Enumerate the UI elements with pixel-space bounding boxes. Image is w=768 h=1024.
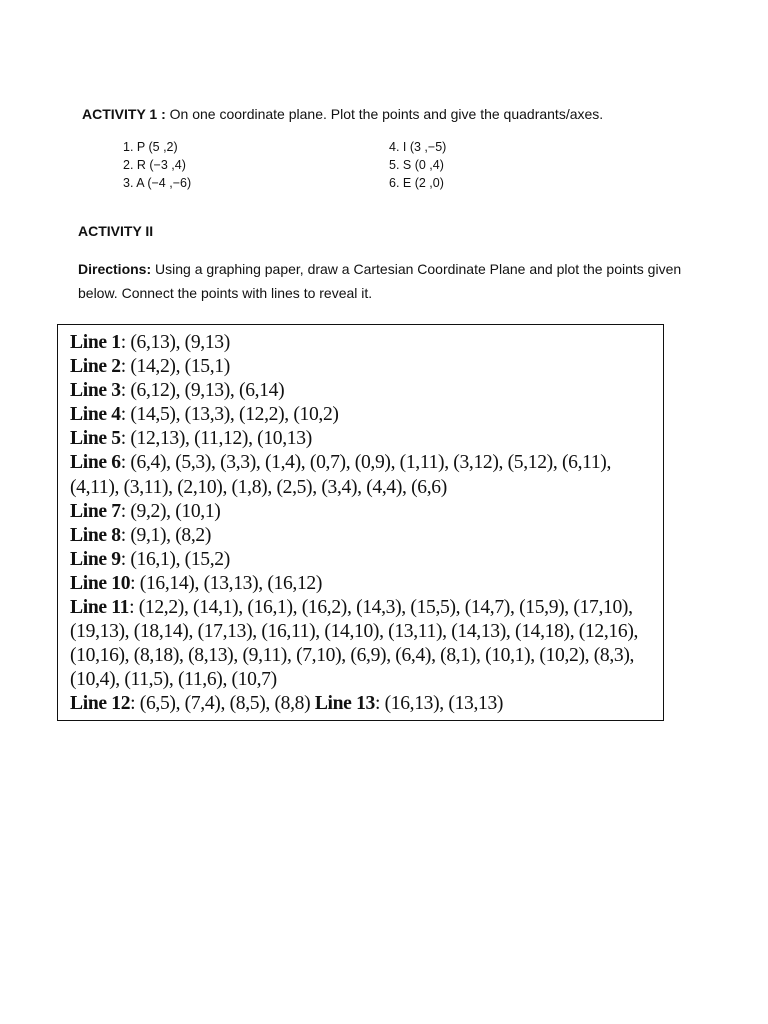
line-points: : (14,2), (15,1) bbox=[120, 356, 230, 378]
activity-2-directions bbox=[78, 257, 703, 305]
line-row bbox=[70, 403, 663, 427]
line-label: Line 9 bbox=[70, 548, 121, 570]
line-label: Line 11 bbox=[70, 597, 130, 619]
directions-label: Directions: bbox=[78, 261, 152, 277]
line-row-continued bbox=[70, 620, 663, 644]
activity-1-instruction bbox=[82, 104, 603, 124]
line-points: (10,16), (8,18), (8,13), (9,11), (7,10), (6,9), (6,4), (8,1), (10,1), (10,2), (8,3), bbox=[70, 645, 635, 667]
line-points: : (9,1), (8,2) bbox=[120, 524, 212, 546]
list-item: 5. S (0 ,4) bbox=[389, 158, 444, 172]
line-row bbox=[70, 451, 663, 475]
line-row-continued bbox=[70, 668, 663, 692]
line-points: : (12,2), (14,1), (16,1), (16,2), (14,3), (15,5), (14,7), (15,9), (17,10), bbox=[129, 597, 633, 619]
line-label: Line 3 bbox=[70, 380, 121, 402]
line-label: Line 10 bbox=[70, 572, 131, 594]
line-row bbox=[70, 355, 663, 379]
line-row bbox=[70, 427, 663, 451]
line-row bbox=[70, 331, 663, 355]
line-label: Line 13 bbox=[314, 693, 375, 715]
line-row-continued bbox=[70, 644, 663, 668]
line-label: Line 5 bbox=[70, 428, 121, 450]
line-points: (10,4), (11,5), (11,6), (10,7) bbox=[70, 669, 277, 691]
activity-2-title: ACTIVITY II bbox=[78, 223, 154, 239]
line-label: Line 12 bbox=[70, 693, 131, 715]
line-points: : (16,1), (15,2) bbox=[120, 548, 230, 570]
line-label: Line 8 bbox=[70, 524, 121, 546]
line-row-continued bbox=[70, 476, 663, 500]
line-row bbox=[70, 548, 663, 572]
line-points: : (6,12), (9,13), (6,14) bbox=[120, 380, 285, 402]
line-label: Line 7 bbox=[70, 500, 121, 522]
line-points: : (16,14), (13,13), (16,12) bbox=[130, 572, 323, 594]
activity-1-label: ACTIVITY 1 : bbox=[82, 106, 166, 122]
line-label: Line 6 bbox=[70, 452, 121, 474]
activity-1-text: On one coordinate plane. Plot the points and give the quadrants/axes. bbox=[165, 106, 604, 122]
line-points: : (12,13), (11,12), (10,13) bbox=[120, 428, 312, 450]
activity-1-list-right bbox=[389, 138, 446, 192]
line-row bbox=[70, 596, 663, 620]
line-row bbox=[70, 692, 663, 716]
line-points: : (6,13), (9,13) bbox=[120, 332, 230, 353]
line-points: (4,11), (3,11), (2,10), (1,8), (2,5), (3,4), (4,4), (6,6) bbox=[70, 476, 447, 498]
list-item: 4. I (3 ,−5) bbox=[389, 140, 447, 154]
directions-text: Using a graphing paper, draw a Cartesian Coordinate Plane and plot the points given below. Connect the points with lines to reveal it. bbox=[78, 261, 682, 301]
line-row bbox=[70, 572, 663, 596]
line-row bbox=[70, 500, 663, 524]
line-points: : (9,2), (10,1) bbox=[120, 500, 221, 522]
line-points-box bbox=[57, 324, 664, 721]
list-item: 1. P (5 ,2) bbox=[123, 140, 178, 154]
line-points: (19,13), (18,14), (17,13), (16,11), (14,10), (13,11), (14,13), (14,18), (12,16), bbox=[70, 621, 639, 643]
line-row bbox=[70, 524, 663, 548]
line-label: Line 4 bbox=[70, 404, 121, 426]
list-item: 3. A (−4 ,−6) bbox=[123, 176, 192, 190]
line-points: : (14,5), (13,3), (12,2), (10,2) bbox=[120, 404, 339, 426]
list-item: 6. E (2 ,0) bbox=[389, 176, 444, 190]
line-label: Line 1 bbox=[70, 332, 121, 353]
activity-1-list-left bbox=[123, 138, 191, 192]
line-row bbox=[70, 379, 663, 403]
line-points: : (16,13), (13,13) bbox=[374, 693, 504, 715]
list-item: 2. R (−3 ,4) bbox=[123, 158, 186, 172]
line-label: Line 2 bbox=[70, 356, 121, 378]
line-points: : (6,5), (7,4), (8,5), (8,8) bbox=[130, 693, 315, 715]
line-points: : (6,4), (5,3), (3,3), (1,4), (0,7), (0,9), (1,11), (3,12), (5,12), (6,11), bbox=[120, 452, 612, 474]
